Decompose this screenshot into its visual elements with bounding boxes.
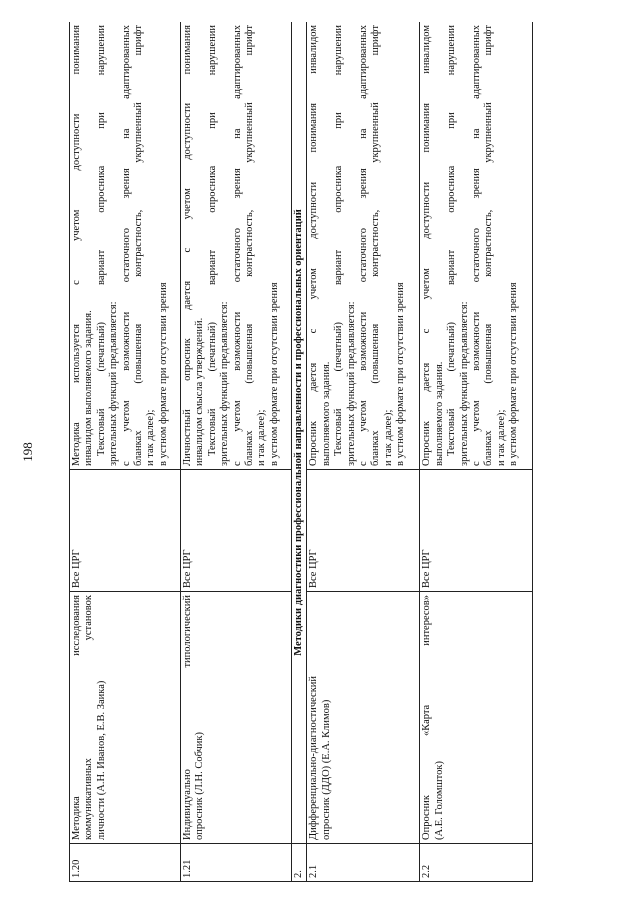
method-name-line: личности (А.Н. Иванов, Е.В. Заика) — [95, 680, 107, 840]
method-name-line: Опросник «Карта интересов» — [421, 595, 433, 840]
target-group: Все ЦРГ — [182, 549, 193, 588]
section-title: Методики диагностики профессиональной направленности и профессиональных ориентаций — [293, 209, 304, 656]
description-line: бланках (повышенная контрастность, укрупненный шрифт — [132, 25, 144, 466]
method-name-cell — [70, 592, 181, 844]
description-line: бланках (повышенная контрастность, укрупненный шрифт — [370, 25, 382, 466]
description-line: инвалидом смысла утверждений. — [194, 317, 206, 466]
description-line: зрительных функций предъявляется: — [458, 301, 470, 466]
section-row — [292, 22, 307, 882]
method-name-line: коммуникативных установок — [83, 595, 95, 840]
description-line: с учетом возможности остаточного зрения на адаптированных — [231, 25, 243, 466]
row-number: 2.2 — [421, 864, 433, 878]
description-line: Текстовый (печатный) вариант опросника при нарушении — [333, 25, 345, 456]
description-line: Текстовый (печатный) вариант опросника при нарушении — [446, 25, 458, 456]
method-name-line: (А.Е. Голомшток) — [433, 761, 445, 840]
method-name-line: Индивидуально типологический — [182, 595, 193, 840]
target-group-cell — [307, 470, 420, 592]
description-line: и так далее); — [256, 409, 268, 466]
row-number: 2.1 — [308, 864, 320, 878]
description-line: с учетом возможности остаточного зрения на адаптированных — [120, 25, 132, 466]
description-line: бланках (повышенная контрастность, укрупненный шрифт — [243, 25, 255, 466]
row-number-cell — [70, 844, 181, 882]
description-line: и так далее); — [495, 409, 507, 466]
method-name-line: Методика исследования — [71, 595, 82, 840]
description-line: в устном формате при отсутствии зрения — [157, 282, 169, 466]
description-line: в устном формате при отсутствии зрения — [508, 282, 519, 466]
row-number-cell — [181, 844, 292, 882]
table-row — [181, 22, 292, 882]
table-row — [70, 22, 181, 882]
section-number: 2. — [293, 870, 304, 878]
rotated-page-content — [69, 22, 589, 882]
target-group: Все ЦРГ — [308, 549, 320, 588]
description-line: Опросник дается с учетом доступности понимания инвалидом — [421, 25, 433, 466]
description-line: Методика используется с учетом доступности понимания — [71, 25, 82, 466]
methods-table — [69, 22, 533, 882]
description-line: Личностный опросник дается с учетом доступности понимания — [182, 25, 193, 466]
row-number: 1.21 — [182, 859, 193, 878]
description-cell — [70, 22, 181, 470]
target-group-cell — [181, 470, 292, 592]
description-line: в устном формате при отсутствии зрения — [268, 282, 280, 466]
description-line: Текстовый (печатный) вариант опросника при нарушении — [206, 25, 218, 456]
description-line: зрительных функций предъявляется: — [219, 301, 231, 466]
description-line: инвалидом выполняемого задания. — [83, 310, 95, 466]
description-cell — [181, 22, 292, 470]
rotated-page-inner — [69, 22, 589, 882]
description-line: и так далее); — [145, 409, 157, 466]
target-group: Все ЦРГ — [71, 549, 82, 588]
method-name-line: опросник (ДДО) (Е.А. Климов) — [320, 699, 332, 840]
target-group-cell — [70, 470, 181, 592]
description-line: зрительных функций предъявляется: — [345, 301, 357, 466]
page-number: 198 — [20, 442, 35, 462]
description-line: зрительных функций предъявляется: — [108, 301, 120, 466]
table-row — [307, 22, 420, 882]
row-number: 1.20 — [71, 859, 82, 878]
description-line: с учетом возможности остаточного зрения на адаптированных — [357, 25, 369, 466]
section-title-cell — [292, 22, 307, 844]
method-name-cell — [307, 592, 420, 844]
description-line: выполняемого задания. — [433, 361, 445, 466]
section-number-cell — [292, 844, 307, 882]
description-line: выполняемого задания. — [320, 361, 332, 466]
description-cell — [307, 22, 420, 470]
description-cell — [420, 22, 533, 470]
method-name-line: опросник (Л.Н. Собчик) — [194, 731, 206, 840]
description-line: с учетом возможности остаточного зрения на адаптированных — [470, 25, 482, 466]
description-line: Опросник дается с учетом доступности понимания инвалидом — [308, 25, 320, 466]
method-name-cell — [181, 592, 292, 844]
row-number-cell — [420, 844, 533, 882]
description-line: и так далее); — [382, 409, 394, 466]
method-name-line: Дифференциально-диагностический — [308, 675, 320, 840]
description-line: Текстовый (печатный) вариант опросника при нарушении — [95, 25, 107, 456]
target-group: Все ЦРГ — [421, 549, 433, 588]
target-group-cell — [420, 470, 533, 592]
table-row — [420, 22, 533, 882]
row-number-cell — [307, 844, 420, 882]
method-name-cell — [420, 592, 533, 844]
description-line: бланках (повышенная контрастность, укрупненный шрифт — [483, 25, 495, 466]
description-line: в устном формате при отсутствии зрения — [395, 282, 406, 466]
